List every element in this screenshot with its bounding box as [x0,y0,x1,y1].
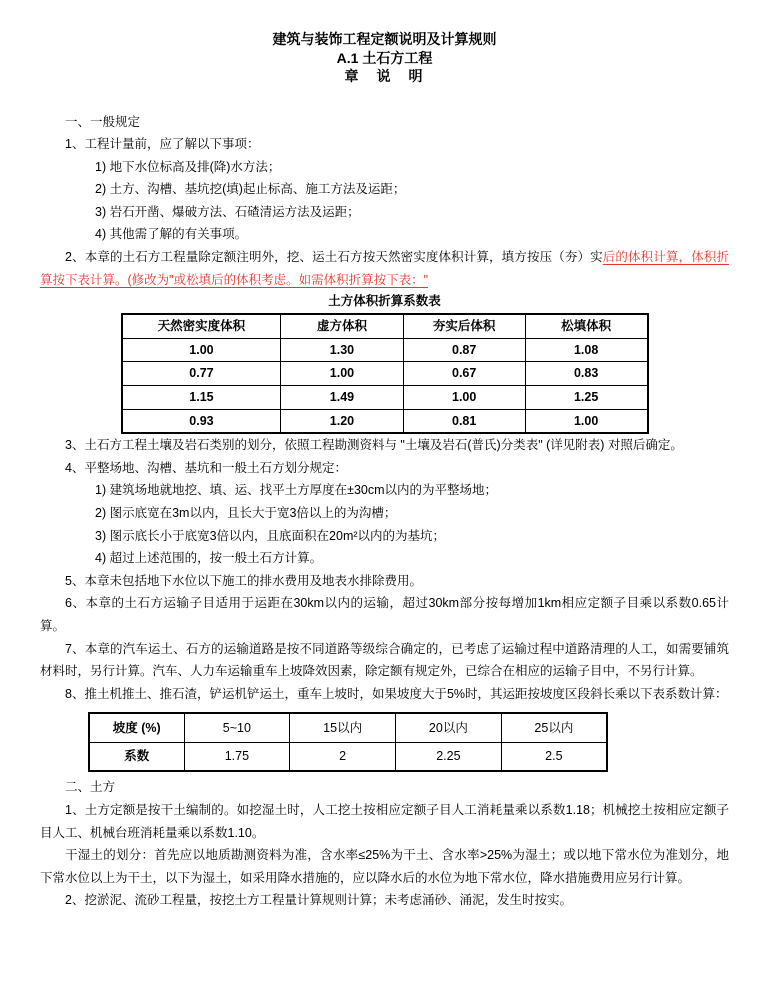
table-cell: 20以内 [396,713,502,742]
table-cell: 0.81 [403,409,525,433]
table-header-cell: 虚方体积 [281,314,403,338]
section1-item1-sub2: 2) 土方、沟槽、基坑挖(填)起止标高、施工方法及运距； [95,182,406,197]
table1-title: 土方体积折算系数表 [328,294,441,309]
section1-item1-sub4: 4) 其他需了解的有关事项。 [95,227,248,242]
table-row [122,386,648,410]
section1-heading: 一、一般规定 [65,114,141,129]
slope-coefficient-table [88,712,608,772]
table-header-cell: 系数 [89,742,184,771]
section1-item4: 4、平整场地、沟槽、基坑和一般土石方划分规定： [65,460,347,475]
table-row [89,742,607,771]
table-cell: 0.67 [403,362,525,386]
section2-heading: 二、土方 [65,780,116,795]
table-cell: 2.5 [501,742,607,771]
table-cell: 1.00 [281,362,403,386]
table-row [122,409,648,433]
table-cell: 5~10 [184,713,290,742]
table-cell: 1.20 [281,409,403,433]
table-row [122,362,648,386]
table-cell: 1.00 [122,338,281,362]
section1-item2 [40,246,729,291]
section1-item8: 8、推土机推土、推石渣，铲运机铲运土，重车上坡时，如果坡度大于5%时，其运距按坡度区段斜长乘以下表系数计算： [65,686,728,701]
table-cell: 2 [290,742,396,771]
section2-item1: 1、土方定额是按干土编制的。如挖湿土时，人工挖土按相应定额子目人工消耗量乘以系数1.18；机械挖土按相应定额子目人工、机械台班消耗量乘以系数1.10。 [40,802,729,840]
document-body [40,111,729,912]
table-header-cell: 夯实后体积 [403,314,525,338]
section1-item1: 1、工程计量前，应了解以下事项： [65,137,260,152]
table-cell: 1.00 [403,386,525,410]
table-cell: 0.93 [122,409,281,433]
table-cell: 0.83 [525,362,647,386]
table-header-row [122,314,648,338]
section1-item3: 3、土石方工程土壤及岩石类别的划分，依照工程勘测资料与 "土壤及岩石(普氏)分类表" (详见附表) 对照后确定。 [65,438,683,453]
table-cell: 1.25 [525,386,647,410]
table-header-cell: 坡度 (%) [89,713,184,742]
table-header-cell: 天然密实度体积 [122,314,281,338]
table-cell: 1.00 [525,409,647,433]
section2-wet-soil-note: 干湿土的划分：首先应以地质勘测资料为准，含水率≤25%为干土、含水率>25%为湿土；或以地下常水位为准划分，地下常水位以上为干土，以下为湿土，如采用降水措施的，应以降水后的水位为地下常水位，降水措施费用应另行计算。 [40,848,729,885]
table-cell: 2.25 [396,742,502,771]
table-header-row [89,713,607,742]
section1-item4-sub2: 2) 图示底宽在3m以内，且长大于宽3倍以上的为沟槽； [95,506,397,520]
table-cell: 1.30 [281,338,403,362]
table-row [122,338,648,362]
section2-item2: 2、挖淤泥、流砂工程量，按挖土方工程量计算规则计算；未考虑涌砂、涌泥，发生时按实。 [65,893,572,908]
section1-item2-revision-text: 后的体积计算，体积折算按下表计算。(修改为"或松填后的体积考虑。如需体积折算按下表：" [40,250,729,287]
table-cell: 1.08 [525,338,647,362]
doc-title: 建筑与装饰工程定额说明及计算规则 [272,31,497,47]
doc-subtitle: A.1 土石方工程 [336,49,433,66]
section1-item2-normal-text: 2、本章的土石方工程量除定额注明外，挖、运土石方按天然密实度体积计算，填方按压（夯）实 [65,250,603,265]
table-cell: 0.87 [403,338,525,362]
section1-item4-sub4: 4) 超过上述范围的，按一般土石方计算。 [95,551,323,566]
soil-volume-conversion-table [121,313,649,434]
section1-item7: 7、本章的汽车运土、石方的运输道路是按不同道路等级综合确定的，已考虑了运输过程中道路清理的人工，如需要铺筑材料时，另行计算。汽车、人力车运输重车上坡降效因素，除定额有规定外，已综合在相应的运输子目中，不另行计算。 [40,641,729,679]
section1-item4-sub1: 1) 建筑场地就地挖、填、运、找平土方厚度在±30cm以内的为平整场地； [95,483,498,498]
table-cell: 15以内 [290,713,396,742]
section1-item4-sub3: 3) 图示底长小于底宽3倍以内，且底面积在20m²以内的为基坑； [95,528,446,543]
section1-item1-sub1: 1) 地下水位标高及排(降)水方法； [95,159,281,174]
table-cell: 1.49 [281,386,403,410]
section1-item6: 6、本章的土石方运输子目适用于运距在30km以内的运输，超过30km部分按每增加1km相应定额子目乘以系数0.65计算。 [40,596,729,633]
table-cell: 1.75 [184,742,290,771]
table-cell: 1.15 [122,386,281,410]
doc-chapter-heading: 章 说 明 [344,68,425,84]
table-cell: 25以内 [501,713,607,742]
section1-item5: 5、本章未包括地下水位以下施工的排水费用及地表水排除费用。 [65,573,422,588]
section1-item1-sub3: 3) 岩石开凿、爆破方法、石碴清运方法及运距； [95,204,360,219]
table-cell: 0.77 [122,362,281,386]
table-header-cell: 松填体积 [525,314,647,338]
